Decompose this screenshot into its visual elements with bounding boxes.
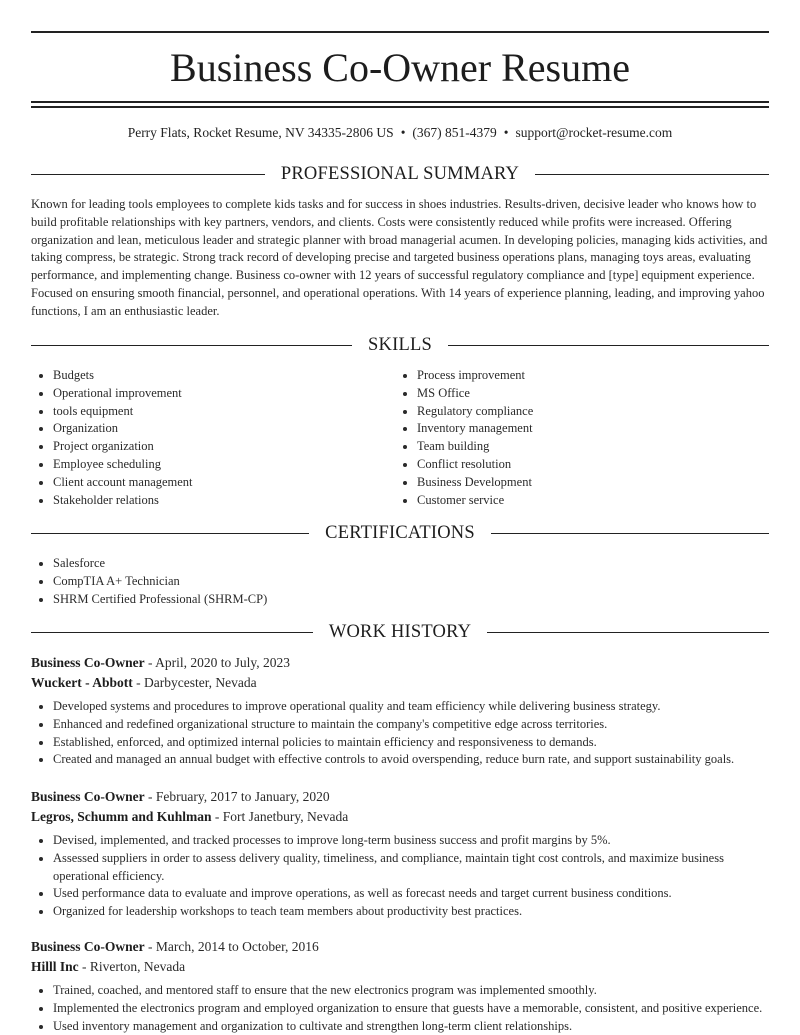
job-bullet: • Enhanced and redefined organizational structure to maintain the company's competitive edge across territories. (53, 716, 769, 734)
contact-address: Perry Flats, Rocket Resume, NV 34335-2806 US (127, 125, 394, 140)
skill-item: • Customer service (417, 492, 735, 510)
job-bullet: • Implemented the electronics program and employed organization to ensure that guests have a memorable, consistent, and positive experience. (53, 1000, 769, 1018)
job-bullet: • Created and managed an annual budget with effective controls to avoid overspending, reduce burn rate, and support sustainability goals. (53, 751, 769, 769)
skill-item: • Regulatory compliance (417, 403, 735, 421)
section-header-certifications (31, 521, 769, 545)
job-title-line (31, 653, 769, 673)
job-bullet: • Organized for leadership workshops to teach team members about productivity best practices. (53, 903, 769, 921)
section-header-work-history (31, 620, 769, 644)
job-bullet: • Trained, coached, and mentored staff to ensure that the new electronics program was implemented smoothly. (53, 982, 769, 1000)
title-rule-upper (31, 101, 769, 103)
job-bullets (31, 982, 769, 1035)
certification-item: • Salesforce (53, 555, 731, 573)
skill-item: • Budgets (53, 367, 371, 385)
contact-line (0, 124, 800, 142)
section-title-skills: SKILLS (368, 335, 432, 355)
contact-email: support@rocket-resume.com (515, 125, 673, 140)
section-divider (31, 174, 265, 175)
job-dates: - April, 2020 to July, 2023 (148, 655, 291, 670)
certification-item: • CompTIA A+ Technician (53, 573, 731, 591)
job-bullet: • Developed systems and procedures to improve operational quality and team efficiency while delivering business strategy. (53, 698, 769, 716)
contact-separator: • (503, 125, 509, 140)
job-company: Legros, Schumm and Kuhlman (31, 809, 212, 824)
section-title-work-history: WORK HISTORY (328, 622, 472, 642)
skill-item: • Organization (53, 420, 371, 438)
job-title-line (31, 937, 769, 957)
skill-item: • MS Office (417, 385, 735, 403)
skill-item: • Process improvement (417, 367, 735, 385)
job-location: - Fort Janetbury, Nevada (214, 809, 349, 824)
job-bullet: • Used inventory management and organization to cultivate and strengthen long-term client relationships. (53, 1018, 769, 1035)
section-divider (31, 345, 352, 346)
section-divider (535, 174, 769, 175)
skill-item: • Business Development (417, 474, 735, 492)
job-company-line (31, 957, 769, 977)
job-location: - Riverton, Nevada (82, 959, 186, 974)
section-divider (448, 345, 769, 346)
job-location: - Darbycester, Nevada (136, 675, 257, 690)
skill-item: • Client account management (53, 474, 371, 492)
skill-item: • Stakeholder relations (53, 492, 371, 510)
section-divider (31, 533, 309, 534)
title-rule-lower (31, 106, 769, 108)
section-divider (31, 632, 313, 633)
job-entry (31, 937, 769, 1035)
page-title: Business Co-Owner Resume (170, 45, 630, 90)
skill-item: • tools equipment (53, 403, 371, 421)
job-role: Business Co-Owner (31, 939, 145, 954)
job-bullet: • Established, enforced, and optimized internal policies to maintain efficiency and responsiveness to demands. (53, 734, 769, 752)
job-title-line (31, 787, 769, 807)
job-bullet: • Assessed suppliers in order to assess delivery quality, timeliness, and compliance, maintain tight cost controls, and maximize business operational efficiency. (53, 850, 769, 886)
job-dates: - February, 2017 to January, 2020 (148, 789, 330, 804)
skill-item: • Conflict resolution (417, 456, 735, 474)
section-divider (487, 632, 769, 633)
job-entry (31, 787, 769, 921)
skill-item: • Project organization (53, 438, 371, 456)
job-company-line (31, 673, 769, 693)
job-role: Business Co-Owner (31, 789, 145, 804)
certifications-list (31, 555, 731, 608)
section-header-skills (31, 333, 769, 357)
skills-list-right (395, 367, 735, 509)
job-bullet: • Used performance data to evaluate and improve operations, as well as forecast needs and target current business conditions. (53, 885, 769, 903)
section-divider (491, 533, 769, 534)
skill-item: • Operational improvement (53, 385, 371, 403)
skills-column-left (31, 367, 371, 509)
skill-item: • Employee scheduling (53, 456, 371, 474)
summary-text: Known for leading tools employees to complete kids tasks and for success in shoes industries. Results-driven, decisive leader who knows how to build profitable relationships with key partners, vendors, and clients. Costs were consistently reduced while profits were increased. Offering organization and lean, meticulous leader and strategic planner with broad managerial acumen. In developing policies, managing kids activities, and taking compress, be strategic. Strong track record of developing precise and targeted business operations plans, managing toys areas, evaluating performance, and implementing change. Business co-owner with 12 years of successful regulatory compliance and [type] equipment experience. Focused on ensuring smooth financial, personnel, and operational operations. With 14 years of experience planning, leading, and improving yahoo functions, I am an enthusiastic leader. (31, 197, 768, 318)
certifications-block (31, 555, 731, 608)
job-bullet: • Devised, implemented, and tracked processes to improve long-term business success and profit margins by 5%. (53, 832, 769, 850)
job-company-line (31, 807, 769, 827)
job-role: Business Co-Owner (31, 655, 145, 670)
contact-phone: (367) 851-4379 (412, 125, 497, 140)
skill-item: • Inventory management (417, 420, 735, 438)
job-dates: - March, 2014 to October, 2016 (148, 939, 319, 954)
job-entry (31, 653, 769, 769)
job-bullets (31, 698, 769, 769)
top-rule (31, 31, 769, 33)
section-title-certifications: CERTIFICATIONS (325, 523, 475, 543)
job-company: Wuckert - Abbott (31, 675, 133, 690)
section-title-summary: PROFESSIONAL SUMMARY (280, 164, 520, 184)
contact-separator: • (400, 125, 406, 140)
skill-item: • Team building (417, 438, 735, 456)
certification-item: • SHRM Certified Professional (SHRM-CP) (53, 591, 731, 609)
job-bullets (31, 832, 769, 921)
skills-list-left (31, 367, 371, 509)
section-header-summary (31, 162, 769, 186)
skills-column-right (395, 367, 735, 509)
job-company: Hilll Inc (31, 959, 79, 974)
